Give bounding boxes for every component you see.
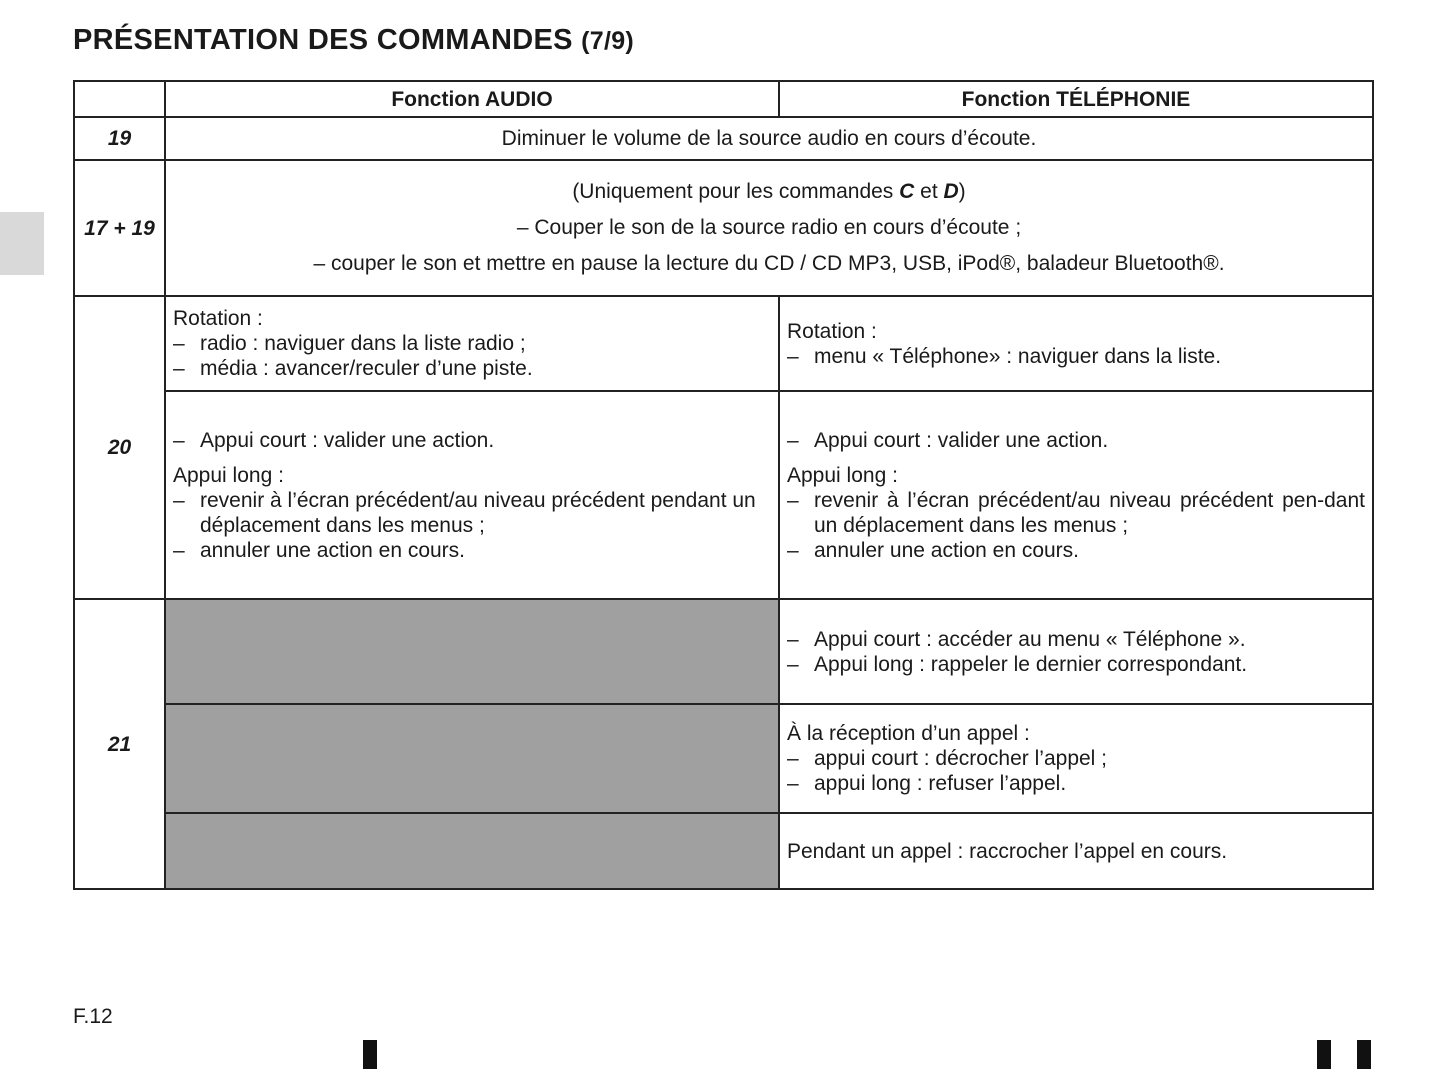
incoming-call-heading: À la réception d’un appel : bbox=[787, 722, 1030, 745]
table-row-21-a bbox=[74, 599, 1373, 704]
phone-rotation-heading: Rotation : bbox=[787, 319, 877, 343]
row-19-text: Diminuer le volume de la source audio en cours d’écoute. bbox=[165, 117, 1373, 160]
audio-long-heading: Appui long : bbox=[173, 463, 284, 487]
phone-rotation-cell bbox=[779, 296, 1373, 391]
page-title bbox=[73, 24, 634, 57]
crop-mark bbox=[1317, 1040, 1331, 1069]
row-key: 19 bbox=[74, 117, 165, 160]
phone-call-menu-cell bbox=[779, 599, 1373, 704]
table-row-20-rotation bbox=[74, 296, 1373, 391]
list-item: – annuler une action en cours. bbox=[173, 538, 466, 562]
commands-table bbox=[73, 80, 1374, 890]
phone-press-cell bbox=[779, 391, 1373, 599]
crop-mark bbox=[363, 1040, 377, 1069]
table-row-21-b bbox=[74, 704, 1373, 813]
phone-hangup-cell: Pendant un appel : raccrocher l’appel en cours. bbox=[779, 813, 1373, 889]
header-telephony: Fonction TÉLÉPHONIE bbox=[779, 81, 1373, 117]
list-item: – radio : naviguer dans la liste radio ; bbox=[173, 332, 526, 355]
list-item: – Appui court : accéder au menu « Téléphone ». bbox=[787, 627, 1246, 651]
row-key: 17 + 19 bbox=[74, 160, 165, 296]
title-text: PRÉSENTATION DES COMMANDES bbox=[73, 24, 573, 56]
audio-press-cell bbox=[165, 391, 779, 599]
row-17-19-lines bbox=[166, 174, 1372, 282]
list-item: – appui long : refuser l’appel. bbox=[787, 772, 1067, 795]
list-item: – revenir à l’écran précédent/au niveau précédent pendant un déplacement dans les menus ; bbox=[173, 488, 756, 537]
list-item: – appui court : décrocher l’appel ; bbox=[787, 747, 1108, 770]
table-row-21-c bbox=[74, 813, 1373, 889]
table-row-19 bbox=[74, 117, 1373, 160]
table-row-17-19 bbox=[74, 160, 1373, 296]
audio-empty-cell bbox=[165, 704, 779, 813]
list-item: – revenir à l’écran précédent/au niveau précédent pen-dant un déplacement dans les menus ; bbox=[787, 488, 1365, 537]
list-item: – média : avancer/reculer d’une piste. bbox=[173, 357, 533, 380]
phone-long-heading: Appui long : bbox=[787, 463, 898, 487]
audio-empty-cell bbox=[165, 599, 779, 704]
table-header-row bbox=[74, 81, 1373, 117]
row-17-19-text bbox=[165, 160, 1373, 296]
page-number: F.12 bbox=[73, 1005, 113, 1028]
audio-empty-cell bbox=[165, 813, 779, 889]
list-item: – Appui court : valider une action. bbox=[787, 428, 1109, 452]
list-item: – Appui court : valider une action. bbox=[173, 428, 495, 452]
header-audio: Fonction AUDIO bbox=[165, 81, 779, 117]
row-17-19-line-2: – Couper le son de la source radio en cours d’écoute ; bbox=[516, 216, 1022, 239]
row-key: 20 bbox=[74, 296, 165, 599]
table-row-20-press bbox=[74, 391, 1373, 599]
section-side-tab bbox=[0, 212, 44, 275]
row-key: 21 bbox=[74, 599, 165, 889]
crop-mark bbox=[1357, 1040, 1371, 1069]
row-17-19-line-3: – couper le son et mettre en pause la lecture du CD / CD MP3, USB, iPod®, baladeur Bluetooth®. bbox=[313, 252, 1225, 275]
phone-incoming-cell bbox=[779, 704, 1373, 813]
list-item: – annuler une action en cours. bbox=[787, 538, 1080, 562]
list-item: – Appui long : rappeler le dernier correspondant. bbox=[787, 652, 1248, 676]
header-key-cell bbox=[74, 81, 165, 117]
row-17-19-line-1: (Uniquement pour les commandes C et D) bbox=[572, 180, 966, 203]
audio-rotation-heading: Rotation : bbox=[173, 307, 263, 330]
list-item: – menu « Téléphone» : naviguer dans la liste. bbox=[787, 344, 1222, 368]
page-indicator: (7/9) bbox=[581, 27, 635, 55]
audio-rotation-cell bbox=[165, 296, 779, 391]
